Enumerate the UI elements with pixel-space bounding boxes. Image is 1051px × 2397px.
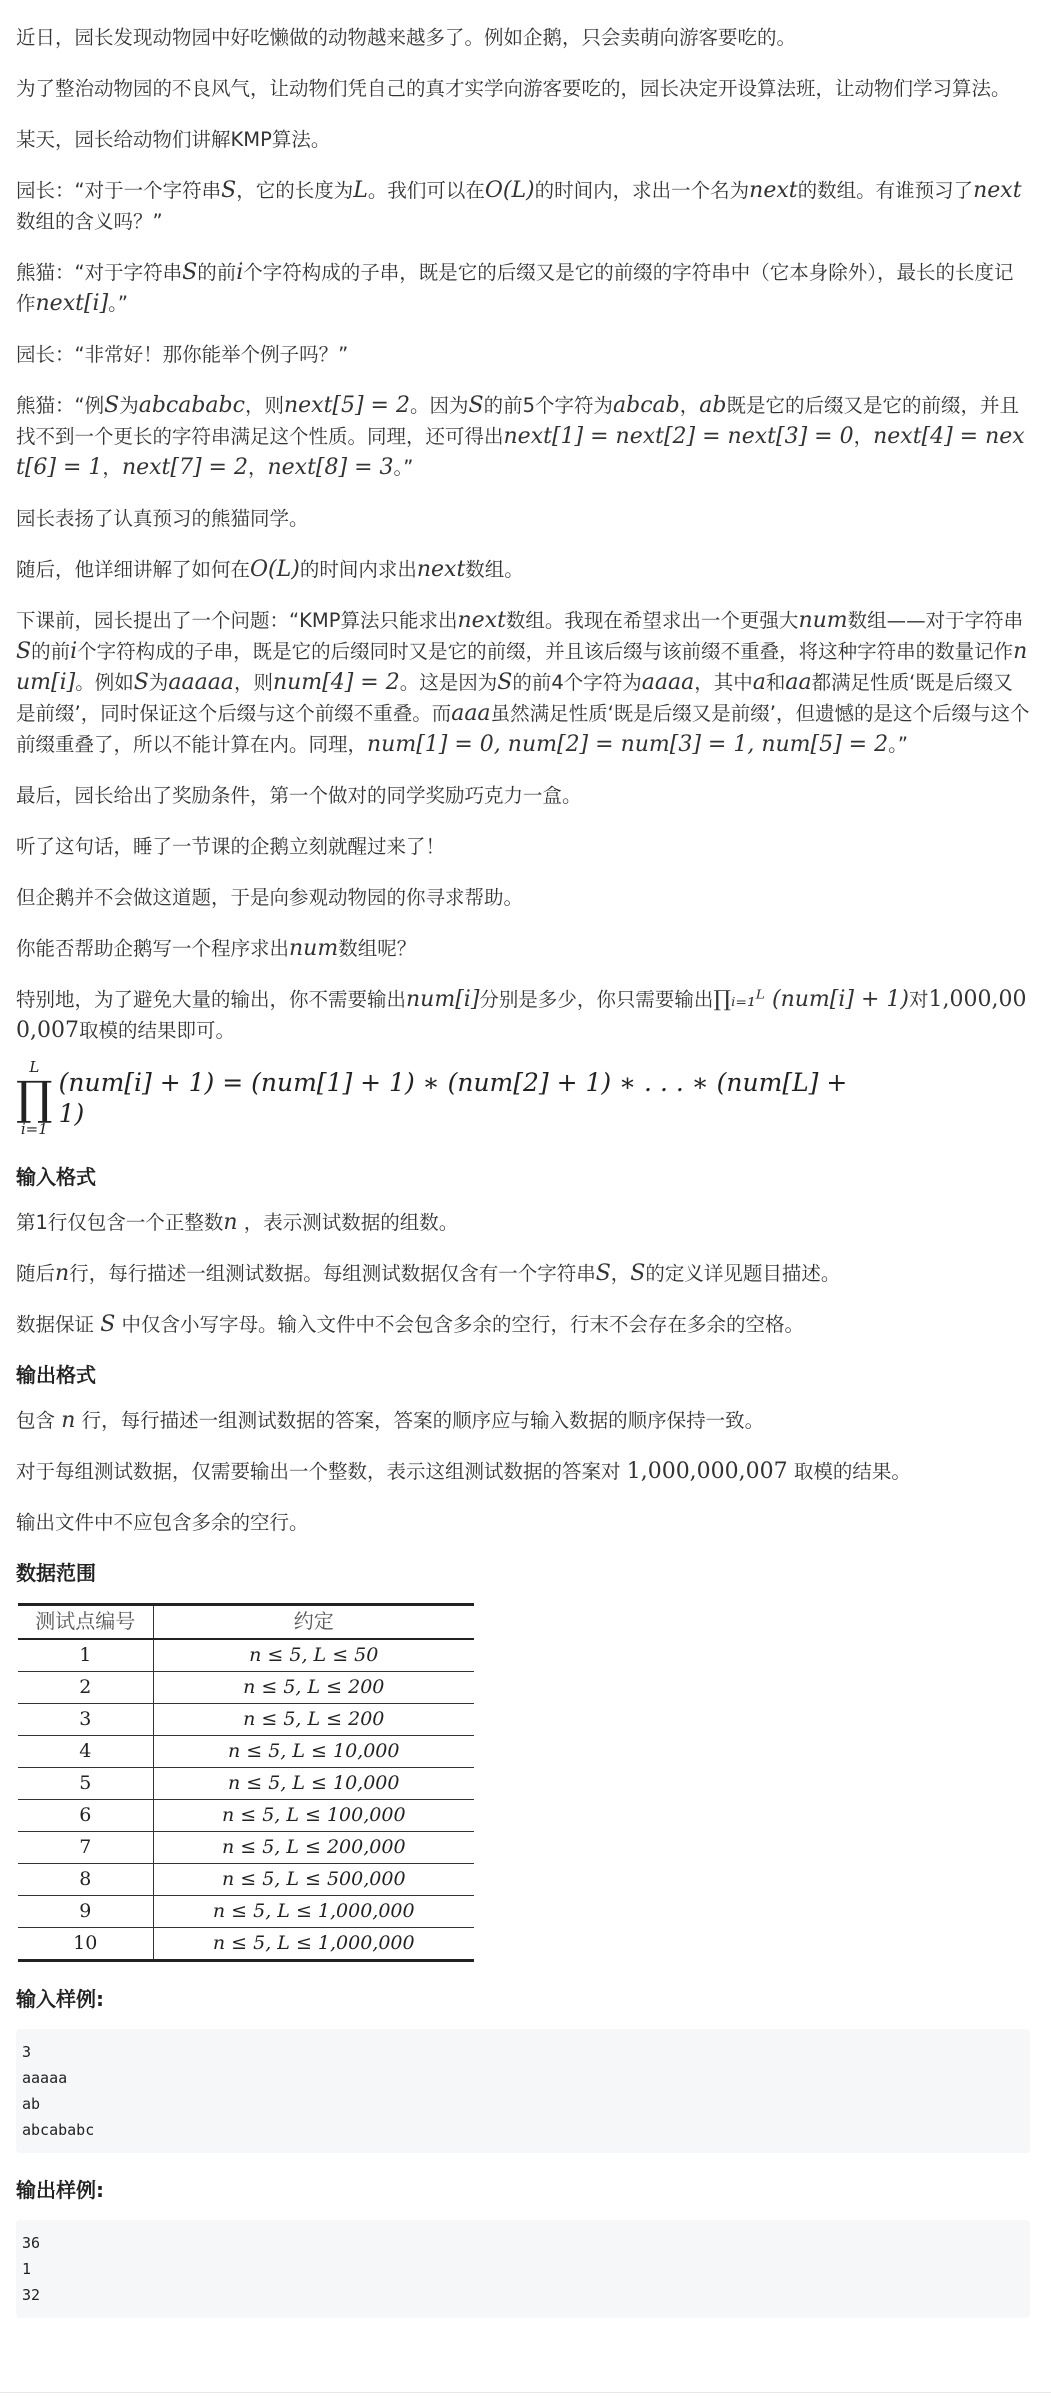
cell-constraint: n ≤ 5, L ≤ 200,000 (153, 1831, 474, 1863)
math-inline: num[i] (406, 987, 480, 1012)
math-inline: a (752, 670, 766, 695)
product-symbol: ∏ (16, 1071, 53, 1125)
paragraph (16, 554, 1031, 585)
math-inline: n (55, 1261, 70, 1286)
text: ， (247, 456, 268, 479)
text: 都满足性质‘既是后缀又是前缀’，同时保证这个后缀与这个前缀不重叠。而 (16, 671, 1013, 725)
text: 。这是因为 (399, 671, 498, 694)
paragraph (16, 605, 1031, 760)
table-row (18, 1799, 474, 1831)
text: 。我们可以在 (367, 179, 485, 202)
text: 的时间内求出 (299, 558, 417, 581)
math-inline: S (595, 1261, 611, 1286)
math-inline: aaaaa (168, 670, 234, 695)
text: 为 (119, 394, 139, 417)
math-inline: num[4] = 2 (272, 670, 400, 695)
paragraph (16, 124, 1031, 155)
table-row (18, 1671, 474, 1703)
text: 第1行仅包含一个正整数 (16, 1211, 224, 1234)
data-range-table (18, 1603, 474, 1962)
text: ，表示测试数据的组数。 (237, 1211, 459, 1234)
text: 下课前，园长提出了一个问题：“KMP算法只能求出 (16, 609, 458, 632)
math-inline: S (104, 393, 120, 418)
math-inline: L (353, 178, 368, 203)
cell-case: 7 (18, 1831, 153, 1863)
code-line: 32 (22, 2285, 41, 2304)
math-inline: S (100, 1312, 116, 1337)
math-inline: next[i] (35, 291, 109, 316)
text: 的前4个字符为 (512, 671, 642, 694)
text: 包含 (16, 1409, 62, 1432)
text: 和 (765, 671, 786, 694)
text: 行，每行描述一组测试数据。每组测试数据仅含有一个字符串 (69, 1262, 596, 1285)
math-inline: S (497, 670, 513, 695)
text: 的时间内，求出一个名为 (534, 179, 750, 202)
table-row (18, 1639, 474, 1672)
text: 园长表扬了认真预习的熊猫同学。 (16, 507, 309, 530)
table-row (18, 1831, 474, 1863)
text: 。因为 (410, 394, 469, 417)
table-row (18, 1927, 474, 1960)
text: 行，每行描述一组测试数据的答案，答案的顺序应与输入数据的顺序保持一致。 (75, 1409, 765, 1432)
divider (0, 2392, 1051, 2393)
math-inline: aa (785, 670, 812, 695)
paragraph (16, 831, 1031, 862)
text: 但企鹅并不会做这道题，于是向参观动物园的你寻求帮助。 (16, 886, 524, 909)
text: 近日，园长发现动物园中好吃懒做的动物越来越多了。例如企鹅，只会卖萌向游客要吃的。 (16, 26, 797, 49)
cell-case: 2 (18, 1671, 153, 1703)
paragraph (16, 780, 1031, 811)
math-inline: S (468, 393, 484, 418)
column-header: 测试点编号 (18, 1605, 153, 1639)
paragraph (16, 1405, 1031, 1436)
text: 为了整治动物园的不良风气，让动物们凭自己的真才实学向游客要吃的，园长决定开设算法班，让动物们学习算法。 (16, 77, 1011, 100)
text: 既是它的后缀又是它的前缀，并且找不到一个更长的字符串满足这个性质。同理，还可得出 (16, 394, 1019, 448)
text: 某天，园长给动物们讲解KMP算法。 (16, 128, 331, 151)
paragraph (16, 257, 1031, 319)
paragraph (16, 1207, 1031, 1238)
math-inline: next[5] = 2 (283, 393, 410, 418)
product-upper-limit: L (29, 1058, 40, 1076)
text: 数组的含义吗？” (16, 210, 163, 233)
text: 分别是多少，你只需要输出 (479, 988, 714, 1011)
cell-constraint: n ≤ 5, L ≤ 1,000,000 (153, 1927, 474, 1960)
paragraph (16, 1309, 1031, 1340)
text: 个字符构成的子串，既是它的后缀同时又是它的前缀，并且该后缀与该前缀不重叠，将这种字符串的数量记作 (77, 640, 1014, 663)
text: 输出文件中不应包含多余的空行。 (16, 1511, 309, 1534)
math-inline: n (61, 1408, 76, 1433)
text: 取模的结果即可。 (78, 1019, 235, 1042)
cell-case: 1 (18, 1639, 153, 1672)
text: 最后，园长给出了奖励条件，第一个做对的同学奖励巧克力一盒。 (16, 784, 582, 807)
paragraph (16, 390, 1031, 483)
text: ，其中 (694, 671, 753, 694)
table-row (18, 1767, 474, 1799)
cell-constraint: n ≤ 5, L ≤ 50 (153, 1639, 474, 1672)
cell-case: 8 (18, 1863, 153, 1895)
math-inline: next[1] = next[2] = next[3] = 0 (503, 424, 854, 449)
text: 的定义详见题目描述。 (645, 1262, 841, 1285)
text: 中仅含小写字母。输入文件中不会包含多余的空行，行末不会存在多余的空格。 (115, 1313, 804, 1336)
math-inline: abcab (613, 393, 680, 418)
section-heading-input-format: 输入格式 (16, 1165, 96, 1189)
math-inline: S (221, 178, 237, 203)
table-row (18, 1735, 474, 1767)
math-inline: 1,000,000,007 (626, 1459, 788, 1484)
math-inline: 1,000,000,007 (16, 987, 1027, 1043)
math-inline: num (798, 608, 848, 633)
section-heading-data-range: 数据范围 (16, 1561, 96, 1585)
text: ， (102, 456, 122, 479)
paragraph (16, 503, 1031, 534)
paragraph (16, 22, 1031, 53)
code-line: 3 (22, 2042, 32, 2061)
text: 数组呢？ (338, 937, 417, 960)
text: 你能否帮助企鹅写一个程序求出 (16, 937, 290, 960)
text: 熊猫：“例 (16, 394, 105, 417)
text: 的前 (197, 261, 237, 284)
math-inline: next (973, 178, 1022, 203)
text: 对 (908, 988, 929, 1011)
sample-input-block[interactable] (16, 2029, 1030, 2153)
cell-constraint: n ≤ 5, L ≤ 100,000 (153, 1799, 474, 1831)
text: 。例如 (75, 671, 134, 694)
text: 为 (148, 671, 169, 694)
math-inline: S (133, 670, 149, 695)
cell-constraint: n ≤ 5, L ≤ 1,000,000 (153, 1895, 474, 1927)
text: ，它的长度为 (236, 179, 354, 202)
text: 个字符构成的子串，既是它的后缀又是它的前缀的字符串中（它本身除外），最长的长度记作 (16, 261, 1014, 315)
table-row (18, 1863, 474, 1895)
column-header: 约定 (153, 1605, 474, 1639)
formula-expression: (num[i] + 1) = (num[1] + 1) ∗ (num[2] + 1) ∗ . . . ∗ (num[L] + 1) (58, 1068, 848, 1128)
text: 园长：“对于一个字符串 (16, 179, 222, 202)
math-inline: num (289, 936, 339, 961)
cell-constraint: n ≤ 5, L ≤ 10,000 (153, 1735, 474, 1767)
product-lower-limit: i=1 (20, 1120, 48, 1138)
math-inline: S (630, 1261, 646, 1286)
math-inline: abcababc (138, 393, 245, 418)
math-inline: next (416, 557, 466, 582)
text: 。” (393, 456, 414, 479)
section-heading-sample-output: 输出样例: (16, 2177, 104, 2202)
code-line: ab (22, 2094, 41, 2113)
table-row (18, 1703, 474, 1735)
table-row (18, 1895, 474, 1927)
text: 数组——对于字符串 (847, 609, 1024, 632)
math-inline: next[7] = 2 (121, 455, 248, 480)
code-line: aaaaa (22, 2068, 68, 2087)
section-heading-sample-input: 输入样例: (16, 1986, 104, 2011)
math-inline: i (70, 639, 78, 664)
math-inline: n (223, 1210, 238, 1235)
paragraph (16, 1456, 1031, 1487)
text: ，则 (244, 394, 284, 417)
section-heading-output-format: 输出格式 (16, 1363, 96, 1387)
text: 数据保证 (16, 1313, 101, 1336)
text: 取模的结果。 (787, 1460, 911, 1483)
text: ，则 (233, 671, 273, 694)
cell-case: 5 (18, 1767, 153, 1799)
text: 对于每组测试数据，仅需要输出一个整数，表示这组测试数据的答案对 (16, 1460, 627, 1483)
math-inline: aaaa (641, 670, 695, 695)
math-inline: i (236, 260, 244, 285)
paragraph (16, 1258, 1031, 1289)
math-inline: ∏ᵢ₌₁ᴸ (num[i] + 1) (713, 987, 909, 1012)
cell-case: 10 (18, 1927, 153, 1960)
table-header-row (18, 1605, 474, 1639)
math-inline: next (457, 608, 506, 633)
math-inline: next[8] = 3 (267, 455, 394, 480)
text: 数组。 (465, 558, 524, 581)
product-operator (16, 1059, 53, 1137)
paragraph (16, 1507, 1031, 1538)
text: 的前5个字符为 (483, 394, 614, 417)
paragraph (16, 73, 1031, 104)
paragraph (16, 339, 1031, 370)
paragraph (16, 984, 1031, 1046)
text: 的前 (31, 640, 71, 663)
text: 听了这句话，睡了一节课的企鹅立刻就醒过来了！ (16, 835, 446, 858)
text: 园长：“非常好！那你能举个例子吗？” (16, 343, 349, 366)
cell-case: 4 (18, 1735, 153, 1767)
math-inline: next (749, 178, 798, 203)
cell-constraint: n ≤ 5, L ≤ 200 (153, 1671, 474, 1703)
text: 的数组。有谁预习了 (797, 179, 974, 202)
math-inline: num[i] (16, 639, 1028, 695)
code-line: 1 (22, 2259, 32, 2278)
math-inline: aaa (451, 701, 491, 726)
math-inline: O(L) (484, 178, 535, 203)
sample-output-block[interactable] (16, 2220, 1030, 2318)
text: 随后 (16, 1262, 56, 1285)
text: 特别地，为了避免大量的输出，你不需要输出 (16, 988, 407, 1011)
paragraph (16, 882, 1031, 913)
math-inline: S (16, 639, 32, 664)
display-formula (16, 1050, 1031, 1146)
cell-case: 3 (18, 1703, 153, 1735)
text: 随后，他详细讲解了如何在 (16, 558, 251, 581)
cell-constraint: n ≤ 5, L ≤ 500,000 (153, 1863, 474, 1895)
math-inline: next[4] = next[6] = 1 (16, 424, 1025, 480)
text: 。” (108, 292, 129, 315)
text: ， (853, 425, 874, 448)
math-inline: ab (699, 393, 727, 418)
text: ， (679, 394, 700, 417)
cell-case: 9 (18, 1895, 153, 1927)
cell-constraint: n ≤ 5, L ≤ 200 (153, 1703, 474, 1735)
text: 熊猫：“对于字符串 (16, 261, 183, 284)
math-inline: S (182, 260, 198, 285)
cell-case: 6 (18, 1799, 153, 1831)
code-line: abcababc (22, 2120, 95, 2139)
cell-constraint: n ≤ 5, L ≤ 10,000 (153, 1767, 474, 1799)
text: 虽然满足性质‘既是后缀又是前缀’，但遗憾的是这个后缀与这个前缀重叠了，所以不能计算在内。同理， (16, 702, 1030, 756)
text: 数组。我现在希望求出一个更强大 (505, 609, 799, 632)
text: ， (610, 1262, 631, 1285)
paragraph (16, 175, 1031, 237)
code-line: 36 (22, 2233, 41, 2252)
math-inline: num[1] = 0, num[2] = num[3] = 1, num[5] = 2 (367, 732, 889, 757)
text: 。” (888, 733, 908, 756)
math-inline: O(L) (250, 557, 300, 582)
paragraph (16, 933, 1031, 964)
